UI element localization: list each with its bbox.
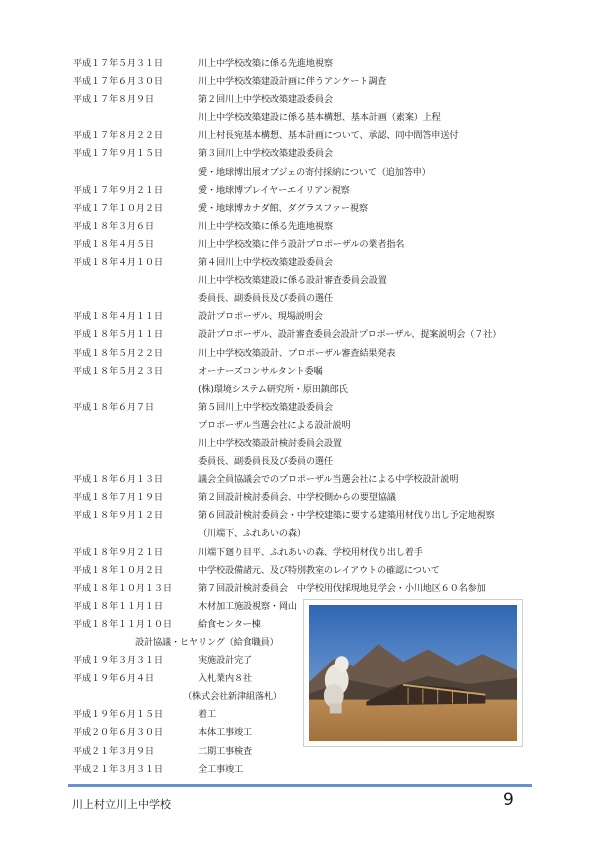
timeline-row — [73, 164, 573, 182]
timeline-row — [73, 109, 573, 127]
timeline-row — [73, 417, 573, 435]
timeline-description: 第２回設計検討委員会、中学校側からの要望協議 — [198, 492, 396, 504]
timeline-row — [73, 489, 573, 507]
timeline-description: （川端下、ふれあいの森） — [198, 528, 306, 540]
timeline-description: 第６回設計検討委員会・中学校建築に要する建築用材伐り出し予定地視察 — [198, 510, 495, 522]
timeline-description: 川上村長宛基本構想、基本計画について、承認、同中間答申送付 — [198, 130, 459, 142]
timeline-row — [73, 453, 573, 471]
timeline-description: 中学校設備諸元、及び特別教室のレイアウトの確認について — [198, 564, 440, 576]
timeline-date: 平成１７年９月２１日 — [73, 184, 163, 196]
timeline-description: 設計プロポーザル、設計審査委員会設計プロポーザル、提案説明会（７社） — [198, 329, 502, 341]
timeline-date: 平成１９年６月４日 — [73, 673, 154, 685]
page-number: 9 — [503, 790, 514, 810]
timeline-date: 平成１８年１１月１０日 — [73, 618, 172, 630]
timeline-row — [73, 761, 573, 779]
timeline-date: 平成１８年１０月１３日 — [73, 582, 172, 594]
timeline-description: 第２回川上中学校改築建設委員会 — [198, 94, 333, 106]
timeline-description: 二期工事検査 — [198, 745, 252, 757]
timeline-description: 川上中学校改築設計、プロポーザル審査結果発表 — [198, 347, 396, 359]
timeline-row — [73, 326, 573, 344]
timeline-date: 平成１８年４月１１日 — [73, 311, 163, 323]
timeline-description: 入札業内８社 — [198, 673, 252, 685]
timeline-description: 委員長、副委員長及び委員の選任 — [198, 293, 333, 305]
timeline-description: 川上中学校改築に伴う設計プロポーザルの業者指名 — [198, 238, 405, 250]
timeline-date: 平成１７年６月３０日 — [73, 76, 163, 88]
timeline-date: 平成１７年８月２２日 — [73, 130, 163, 142]
timeline-description: オーナーズコンサルタント委嘱 — [198, 365, 323, 377]
timeline-description: 第５回川上中学校改築建設委員会 — [198, 401, 333, 413]
timeline-description: プロポーザル当選会社による設計説明 — [198, 419, 351, 431]
timeline-date: 平成１８年５月２３日 — [73, 365, 163, 377]
timeline-row — [73, 73, 573, 91]
timeline-row — [73, 55, 573, 73]
timeline-row — [73, 127, 573, 145]
timeline-date: 平成２０年６月３０日 — [73, 727, 163, 739]
timeline-date: 平成１８年１１月１日 — [73, 600, 163, 612]
timeline-date: 平成１８年５月２２日 — [73, 347, 163, 359]
timeline-row — [73, 182, 573, 200]
timeline-description: 愛・地球博カナダ館、ダグラスファー視察 — [198, 202, 368, 214]
timeline-date: 平成１８年７月１９日 — [73, 492, 163, 504]
timeline-description: 第３回川上中学校改築建設委員会 — [198, 148, 333, 160]
timeline-row — [73, 308, 573, 326]
timeline-description: 木材加工施設視察・岡山 — [198, 600, 297, 612]
timeline-description: 議会全員協議会でのプロポーザル当選会社による中学校設計説明 — [198, 474, 459, 486]
timeline-row — [73, 272, 573, 290]
timeline-description: 川上中学校改築に係る先進地視察 — [198, 58, 333, 69]
timeline-row — [73, 290, 573, 308]
timeline-description: 第４回川上中学校改築建設委員会 — [198, 257, 333, 269]
timeline-description: （株式会社新津組落札） — [183, 691, 282, 703]
timeline-row — [73, 525, 573, 543]
timeline-description: 着工 — [198, 709, 216, 721]
timeline-date: 平成１７年１０月２日 — [73, 202, 163, 214]
timeline-date: 平成１８年１０月２日 — [73, 564, 163, 576]
timeline-date: 平成１９年６月１５日 — [73, 709, 163, 721]
timeline-date: 平成２１年３月３１日 — [73, 763, 163, 775]
timeline-row — [73, 363, 573, 381]
timeline-row — [73, 507, 573, 525]
timeline-row — [73, 399, 573, 417]
timeline-row — [73, 471, 573, 489]
footer-school-name: 川上村立川上中学校 — [72, 798, 171, 811]
timeline-date: 平成１９年３月３１日 — [73, 655, 163, 667]
timeline-description: 実施設計完了 — [198, 655, 252, 667]
timeline-row — [73, 580, 573, 598]
timeline-row — [73, 218, 573, 236]
timeline-date: 平成１８年６月７日 — [73, 401, 154, 413]
timeline-date: 平成１８年４月５日 — [73, 238, 154, 250]
timeline-description: 川上中学校改築建設計画に伴うアンケート調査 — [198, 76, 387, 88]
timeline-row — [73, 435, 573, 453]
timeline-row — [73, 91, 573, 109]
timeline-date: 平成２１年３月９日 — [73, 745, 154, 757]
timeline-description: 愛・地球博プレイヤーエイリアン視察 — [198, 184, 350, 196]
timeline-row — [73, 345, 573, 363]
timeline-row — [73, 381, 573, 399]
timeline-description: 川上中学校改築建設に係る基本構想、基本計画（素案）上程 — [198, 112, 441, 124]
timeline-description: 設計協議・ヒヤリング（給食職員） — [135, 637, 279, 648]
timeline-description: 川上中学校改築設計検討委員会設置 — [198, 437, 342, 449]
timeline-row — [73, 254, 573, 272]
footer-rule — [68, 784, 532, 787]
timeline-description: 川上中学校改築建設に係る設計審査委員会設置 — [198, 275, 387, 287]
school-photo — [303, 599, 523, 747]
timeline-description: 委員長、副委員長及び委員の選任 — [198, 456, 333, 468]
timeline-description: (株)環境システム研究所・原田鎮郎氏 — [198, 383, 348, 395]
timeline-date: 平成１８年９月１２日 — [73, 510, 163, 522]
timeline-date: 平成１８年３月６日 — [73, 220, 154, 232]
timeline-description: 全工事竣工 — [198, 763, 243, 775]
timeline-date: 平成１８年６月１３日 — [73, 474, 163, 486]
timeline-description: 川端下廻り目平、ふれあいの森、学校用材伐り出し着手 — [198, 546, 423, 558]
timeline-description: 設計プロポーザル、現場説明会 — [198, 311, 323, 323]
timeline-date: 平成１８年９月２１日 — [73, 546, 163, 558]
timeline-date: 平成１７年９月１５日 — [73, 148, 163, 160]
timeline-row — [73, 145, 573, 163]
timeline-date: 平成１７年５月３１日 — [73, 58, 163, 69]
timeline-row — [73, 200, 573, 218]
timeline-description: 本体工事竣工 — [198, 727, 252, 739]
timeline-date: 平成１７年８月９日 — [73, 94, 154, 106]
timeline-row — [73, 562, 573, 580]
timeline-description: 第７回設計検討委員会 中学校用伐採現地見学会・小川地区６０名参加 — [198, 582, 486, 594]
timeline-date: 平成１８年４月１０日 — [73, 257, 163, 269]
timeline-description: 愛・地球博出展オブジェの寄付採納について（追加答申） — [198, 166, 431, 178]
timeline-row — [73, 236, 573, 254]
timeline-date: 平成１８年５月１１日 — [73, 329, 163, 341]
timeline-description: 川上中学校改築に係る先進地視察 — [198, 220, 333, 232]
timeline-description: 給食センター棟 — [198, 618, 261, 630]
school-photo-image — [309, 605, 517, 741]
timeline-row — [73, 544, 573, 562]
